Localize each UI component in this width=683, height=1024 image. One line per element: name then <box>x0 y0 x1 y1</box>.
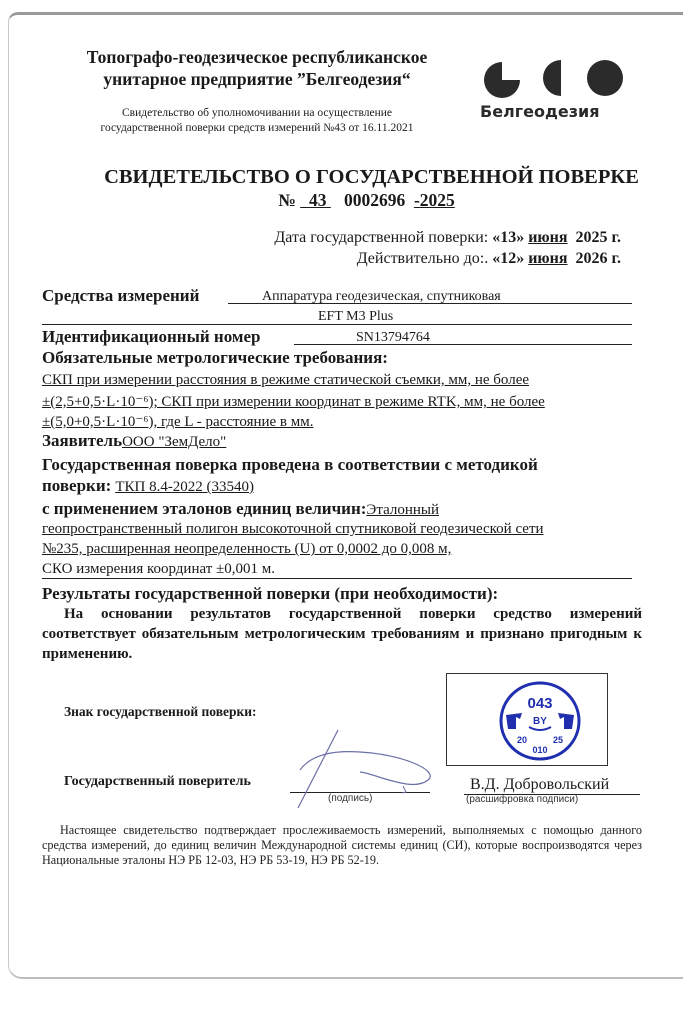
logo-shape-1 <box>484 62 520 98</box>
standards <box>42 499 439 519</box>
org-line-1: Топографо-геодезическое республиканское <box>86 47 428 67</box>
traceability-note: Настоящее свидетельство подтверждает прослеживаемость измерений, выполняемых с помощью данного средства измерений, до единиц величин Международной системы единиц (СИ), которые воспроизводятся через Национальные эталоны НЭ РБ 12-03, НЭ РБ 53-19, НЭ РБ 52-19. <box>42 823 642 867</box>
requirements-label: Обязательные метрологические требования: <box>42 348 388 367</box>
requirements-line-2: ±(2,5+0,5·L·10⁻⁶); СКП при измерении координат в режиме RTK, мм, не более <box>42 394 545 410</box>
results-text: На основании результатов государственной поверки средство измерений соответствует обязательным метрологическим требованиям и признано пригодным к применению. <box>42 606 642 662</box>
org-line-2: унитарное предприятие ”Белгеодезия“ <box>103 69 411 89</box>
id-label: Идентификационный номер <box>42 327 261 346</box>
method-label-1: Государственная поверка проведена в соответствии с методикой <box>42 455 538 474</box>
standards-label: с применением эталонов единиц величин: <box>42 499 367 518</box>
stamp-bottom: 010 <box>532 745 548 755</box>
requirements-line-1: СКП при измерении расстояния в режиме статической съемки, мм, не более <box>42 372 530 388</box>
valid-year: 2026 г. <box>575 250 621 267</box>
number-part-1: 43 <box>308 190 327 210</box>
mark-label: Знак государственной поверки: <box>64 704 257 719</box>
valid-until <box>357 250 621 268</box>
results-label: Результаты государственной поверки (при необходимости): <box>42 584 499 603</box>
number-prefix: № <box>278 190 296 210</box>
organization-name <box>52 46 462 90</box>
valid-month: июня <box>528 250 568 267</box>
verification-month: июня <box>528 229 568 246</box>
applicant-label: Заявитель <box>42 431 123 450</box>
stamp-right: 25 <box>552 735 564 745</box>
instrument-value-1: Аппаратура геодезическая, спутниковая <box>262 289 501 304</box>
certificate-number <box>0 190 683 211</box>
valid-until-label: Действительно до:. <box>356 250 489 267</box>
signature-caption: (подпись) <box>328 793 373 804</box>
name-caption: (расшифровка подписи) <box>466 794 579 805</box>
id-value: SN13794764 <box>356 330 430 345</box>
method <box>42 476 254 496</box>
verification-stamp-icon <box>496 679 584 763</box>
instrument-value-2: EFT M3 Plus <box>318 309 394 324</box>
logo-shape-2 <box>543 60 561 96</box>
standards-value-4: СКО измерения координат ±0,001 м. <box>42 561 276 577</box>
stamp-smile <box>529 727 551 730</box>
number-part-2: 0002696 <box>343 190 406 210</box>
authorization-note <box>52 106 462 136</box>
verifier-name: В.Д. Добровольский <box>470 776 610 793</box>
applicant <box>42 431 226 451</box>
verification-date <box>274 229 621 247</box>
stamp-country: BY <box>533 716 547 727</box>
method-value: ТКП 8.4-2022 (33540) <box>115 479 255 495</box>
applicant-value: ООО "ЗемДело" <box>122 434 227 450</box>
stamp-left: 20 <box>516 735 528 745</box>
standards-value-2: геопространственный полигон высокоточной спутниковой геодезической сети <box>42 521 544 537</box>
verification-date-label: Дата государственной поверки: <box>274 229 489 246</box>
logo-text: Белгеодезия <box>480 102 600 121</box>
verifier-label: Государственный поверитель <box>64 774 251 789</box>
logo-shape-3 <box>587 60 623 96</box>
instrument-label: Средства измерений <box>42 286 200 305</box>
certificate-title: СВИДЕТЕЛЬСТВО О ГОСУДАРСТВЕННОЙ ПОВЕРКЕ <box>104 166 639 188</box>
stamp-left-mark <box>506 713 522 729</box>
stamp-right-mark <box>558 713 574 729</box>
id-underline <box>294 344 632 345</box>
auth-line-2: государственной поверки средств измерений №43 от 16.11.2021 <box>100 122 414 134</box>
method-label-2: поверки: <box>42 476 112 495</box>
signature-icon <box>290 726 440 810</box>
stamp-top: 043 <box>527 695 553 712</box>
standards-value-3: №235, расширенная неопределенность (U) от 0,0002 до 0,008 м, <box>42 541 452 557</box>
auth-line-1: Свидетельство об уполномочивании на осуществление <box>121 107 392 119</box>
standards-underline <box>42 578 632 579</box>
number-part-3: -2025 <box>413 190 455 210</box>
valid-day: «12» <box>492 250 525 267</box>
verification-year: 2025 г. <box>575 229 621 246</box>
requirements-line-3: ±(5,0+0,5·L·10⁻⁶), где L - расстояние в мм. <box>42 414 314 430</box>
verification-day: «13» <box>492 229 525 246</box>
standards-value-1: Эталонный <box>366 502 439 518</box>
